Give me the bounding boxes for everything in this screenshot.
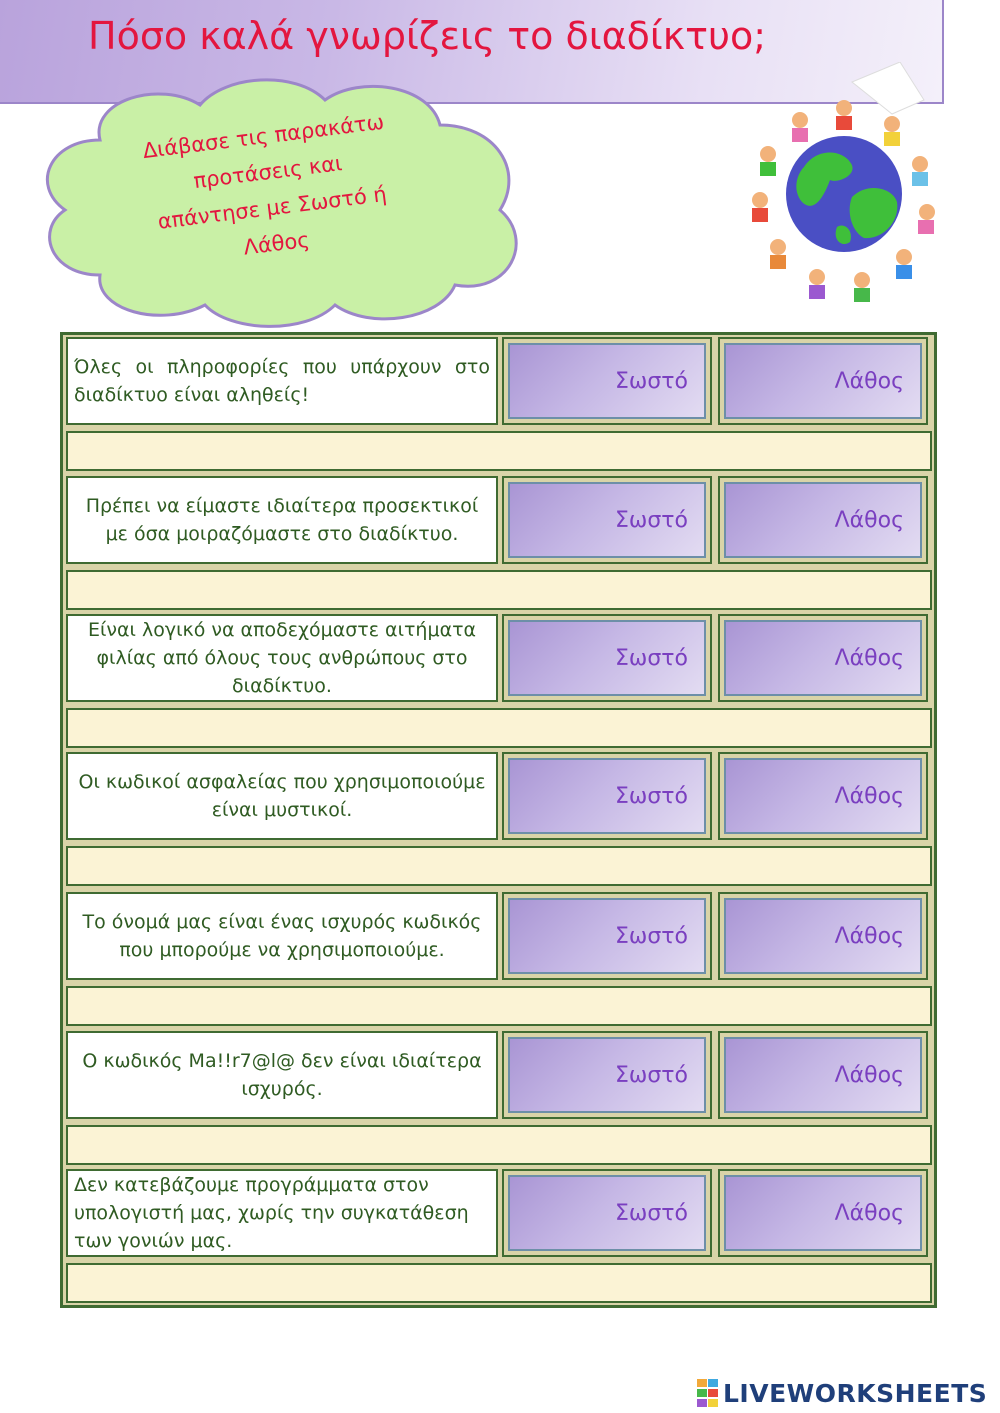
question-4: Οι κωδικοί ασφαλείας που χρησιμοποιούμε είναι μυστικοί. — [66, 752, 498, 840]
question-6: Ο κωδικός Ma!!r7@l@ δεν είναι ιδιαίτερα ισχυρός. — [66, 1031, 498, 1119]
page-title: Πόσο καλά γνωρίζεις το διαδίκτυο; — [88, 14, 767, 58]
q6-answer-strip[interactable] — [66, 1125, 932, 1165]
q1-false-option[interactable]: Λάθος — [718, 337, 928, 425]
q4-true-option[interactable]: Σωστό — [502, 752, 712, 840]
instruction-line-1: Διάβασε τις παρακάτω — [141, 109, 386, 164]
q2-true-option[interactable]: Σωστό — [502, 476, 712, 564]
liveworksheets-mark-icon — [697, 1379, 719, 1407]
q7-false-option[interactable]: Λάθος — [718, 1169, 928, 1257]
q1-true-option[interactable]: Σωστό — [502, 337, 712, 425]
question-1: Όλες οι πληροφορίες που υπάρχουν στο διαδίκτυο είναι αληθείς! — [66, 337, 498, 425]
question-2: Πρέπει να είμαστε ιδιαίτερα προσεκτικοί με όσα μοιραζόμαστε στο διαδίκτυο. — [66, 476, 498, 564]
instruction-cloud — [30, 70, 530, 335]
q6-false-option[interactable]: Λάθος — [718, 1031, 928, 1119]
question-7: Δεν κατεβάζουμε προγράμματα στον υπολογιστή μας, χωρίς την συγκατάθεση των γονιών μας. — [66, 1169, 498, 1257]
instruction-line-3: απάντησε με Σωστό ή — [156, 181, 388, 234]
q4-false-option[interactable]: Λάθος — [718, 752, 928, 840]
q7-true-option[interactable]: Σωστό — [502, 1169, 712, 1257]
q5-answer-strip[interactable] — [66, 986, 932, 1026]
q3-true-option[interactable]: Σωστό — [502, 614, 712, 702]
liveworksheets-logo — [697, 1376, 987, 1410]
liveworksheets-wordmark: LIVEWORKSHEETS — [723, 1378, 988, 1408]
q2-false-option[interactable]: Λάθος — [718, 476, 928, 564]
q7-answer-strip[interactable] — [66, 1263, 932, 1303]
instruction-line-2: προτάσεις και — [192, 151, 344, 194]
globe-children-illustration — [742, 62, 947, 322]
q1-answer-strip[interactable] — [66, 431, 932, 471]
q4-answer-strip[interactable] — [66, 846, 932, 886]
q3-answer-strip[interactable] — [66, 708, 932, 748]
q3-false-option[interactable]: Λάθος — [718, 614, 928, 702]
q5-false-option[interactable]: Λάθος — [718, 892, 928, 980]
question-3: Είναι λογικό να αποδεχόμαστε αιτήματα φιλίας από όλους τους ανθρώπους στο διαδίκτυο. — [66, 614, 498, 702]
q5-true-option[interactable]: Σωστό — [502, 892, 712, 980]
instruction-line-4: Λάθος — [242, 227, 311, 260]
question-5: Το όνομά μας είναι ένας ισχυρός κωδικός που μπορούμε να χρησιμοποιούμε. — [66, 892, 498, 980]
q6-true-option[interactable]: Σωστό — [502, 1031, 712, 1119]
q2-answer-strip[interactable] — [66, 570, 932, 610]
